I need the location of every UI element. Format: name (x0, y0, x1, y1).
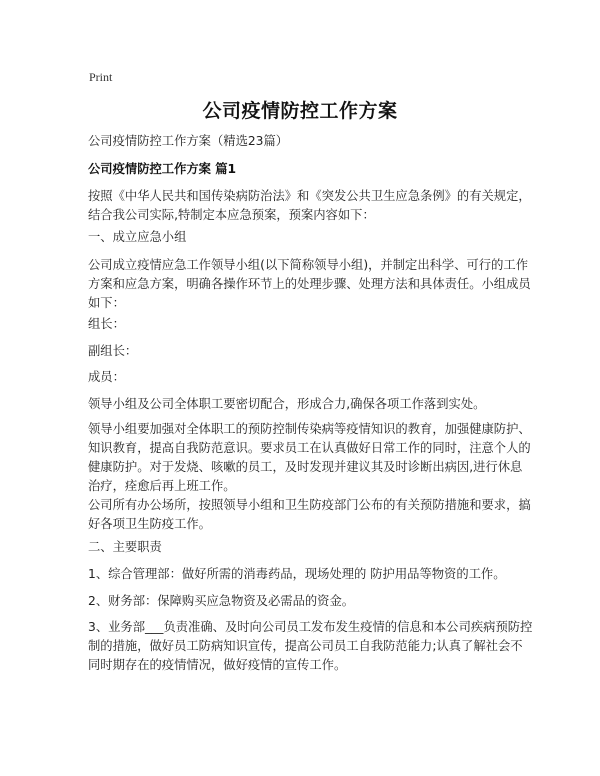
text-line: 领导小组及公司全体职工要密切配合，形成合力,确保各项工作落到实处。 (88, 397, 486, 411)
team-members (88, 368, 520, 387)
text-line: 组长： (88, 317, 125, 331)
text-line: 治疗，痊愈后再上班工作。 (88, 479, 236, 493)
text-line: 3、业务部___负责准确、及时向公司员工发布发生疫情的信息和本公司疾病预防控 (88, 620, 533, 634)
text-line: 按照《中华人民共和国传染病防治法》和《突发公共卫生应急条例》的有关规定， (88, 189, 531, 203)
text-line: 方案和应急方案，明确各操作环节上的处理步骤、处理方法和具体责任。小组成员 (88, 277, 531, 291)
text-line: 一、成立应急小组 (88, 230, 187, 244)
section-heading: 公司疫情防控工作方案 篇1 (88, 162, 237, 176)
text-line: 二、主要职责 (88, 540, 162, 554)
print-link[interactable]: Print (89, 70, 113, 84)
text-line: 副组长： (88, 344, 138, 358)
paragraph-cooperation (88, 395, 520, 414)
text-line: 健康防护。对于发烧、咳嗽的员工，及时发现并建议其及时诊断出病因,进行休息 (88, 460, 523, 474)
responsibility-admin (88, 565, 520, 584)
heading-responsibilities (88, 538, 520, 557)
text-line: 好各项卫生防疫工作。 (88, 517, 211, 531)
subtitle: 公司疫情防控工作方案（精选23篇） (88, 134, 289, 148)
text-line: 领导小组要加强对全体职工的预防控制传染病等疫情知识的教育，加强健康防护、 (88, 422, 531, 436)
text-line: 2、财务部：保障购买应急物资及必需品的资金。 (88, 594, 355, 608)
text-line: 公司所有办公场所，按照领导小组和卫生防疫部门公布的有关预防措施和要求，搞 (88, 498, 531, 512)
text-line: 1、综合管理部：做好所需的消毒药品，现场处理的 防护用品等物资的工作。 (88, 567, 506, 581)
team-leader (88, 315, 520, 334)
text-line: 知识教育，提高自我防范意识。要求员工在认真做好日常工作的同时，注意个人的 (88, 441, 531, 455)
paragraph-education (88, 420, 531, 496)
page-title: 公司疫情防控工作方案 (202, 100, 398, 122)
heading-establish-team (88, 228, 520, 247)
text-line: 成员： (88, 370, 125, 384)
text-line: 如下： (88, 296, 125, 310)
responsibility-business (88, 618, 533, 675)
responsibility-finance (88, 592, 520, 611)
text-line: 制的措施，做好员工防病知识宣传，提高公司员工自我防范能力;认真了解社会不 (88, 639, 523, 653)
team-deputy (88, 342, 520, 361)
paragraph-intro (88, 187, 531, 225)
text-line: 结合我公司实际,特制定本应急预案，预案内容如下： (88, 208, 375, 222)
text-line: 同时期存在的疫情情况，做好疫情的宣传工作。 (88, 658, 347, 672)
text-line: 公司成立疫情应急工作领导小组(以下简称领导小组)，并制定出科学、可行的工作 (88, 258, 528, 272)
paragraph-offices (88, 496, 531, 534)
paragraph-team (88, 256, 531, 313)
